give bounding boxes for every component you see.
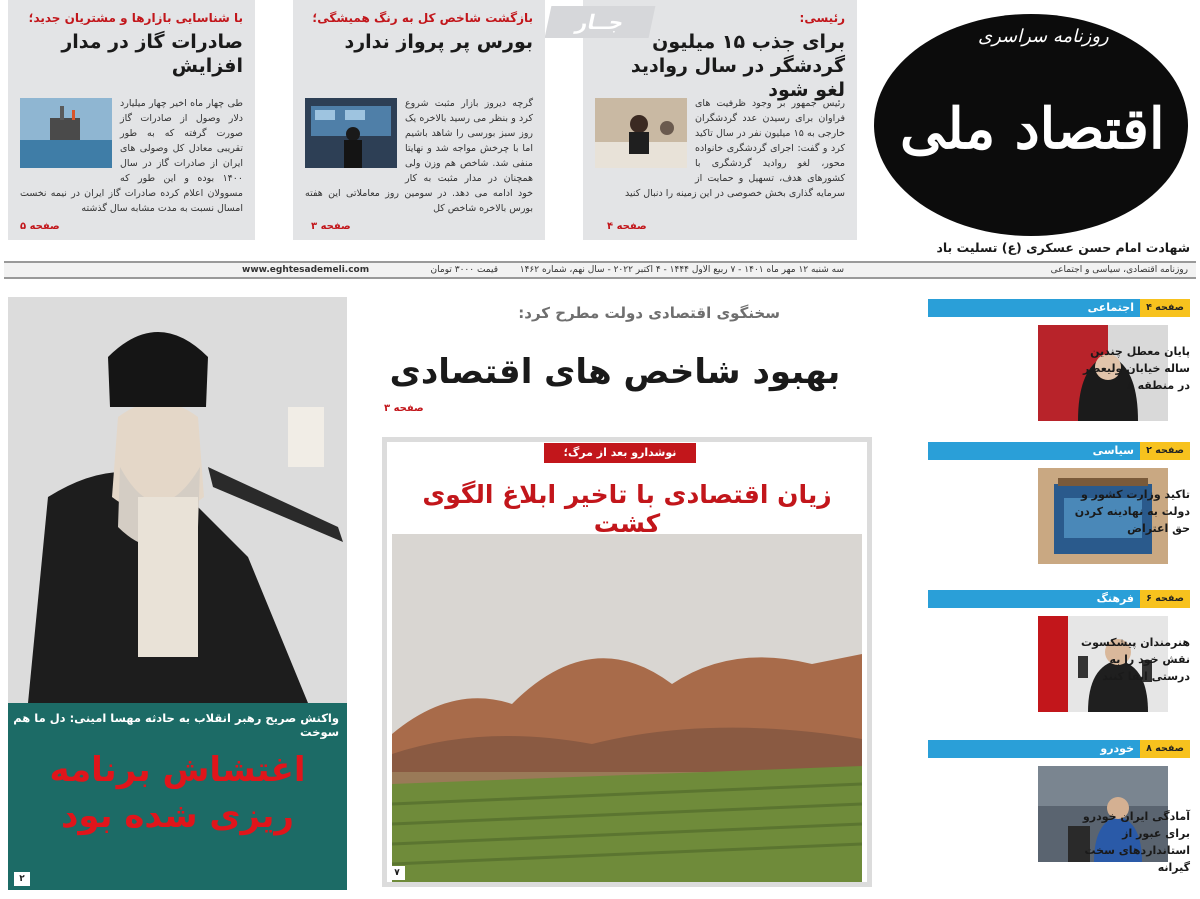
condolence-line: شهادت امام حسن عسکری (ع) تسلیت باد (936, 240, 1190, 255)
section-header (928, 740, 1190, 758)
photo-kicker-label: نوشدارو بعد از مرگ؛ (544, 443, 696, 463)
section-page[interactable]: صفحه ۶ (1140, 590, 1190, 608)
promo-box[interactable] (8, 297, 347, 890)
issue-info-bar (4, 261, 1196, 279)
teaser-body: رئیس جمهور بر وجود ظرفیت های فراوان برای رسیدن عدد گردشگران خارجی به ۱۵ میلیون نفر در سال تاکید کرد و گفت: اجرای گردشگری خانواده محور، لغو روادید گردشگری با کشورهای هدف، تسهیل و حمایت از سرمایه گذاری بخش خصوصی در این زمینه را دنبال کنید (595, 96, 845, 201)
ribbon-label: جــار (545, 6, 656, 38)
teaser-page[interactable]: صفحه ۳ (311, 221, 351, 232)
section-page[interactable]: صفحه ۲ (1140, 442, 1190, 460)
teaser-photo (305, 98, 397, 168)
issue-date: سه شنبه ۱۲ مهر ماه ۱۴۰۱ - ۷ ربیع الاول ۱۴۴۴ - ۴ اکتبر ۲۰۲۲ - سال نهم، شماره ۱۴۶۲ (519, 265, 844, 275)
teaser-page[interactable]: صفحه ۵ (20, 221, 60, 232)
promo-panel (8, 703, 347, 890)
teaser-headline[interactable]: برای جذب ۱۵ میلیون گردشگر در سال روادید لغو شود (630, 31, 845, 101)
logo-subtitle: روزنامه سراسری (978, 26, 1109, 47)
teaser-page[interactable]: صفحه ۴ (607, 221, 647, 232)
teaser-kicker: با شناسایی بازارها و مشتریان جدید؛ (28, 11, 243, 25)
teaser-headline[interactable]: صادرات گاز در مدار افزایش (61, 31, 243, 77)
photo-page-number[interactable]: ۷ (389, 866, 405, 880)
teaser-gas[interactable] (8, 0, 255, 240)
section-headline[interactable]: آمادگی ایران خودرو برای عبور از استانداردهای سخت گیرانه (1082, 810, 1190, 874)
teaser-photo (20, 98, 112, 168)
teaser-bourse[interactable] (293, 0, 545, 240)
issue-section: روزنامه اقتصادی، سیاسی و اجتماعی (1050, 265, 1188, 275)
newspaper-logo[interactable] (870, 6, 1192, 236)
teaser-kicker: بازگشت شاخص کل به رنگ همیشگی؛ (312, 11, 533, 25)
main-page-ref[interactable]: صفحه ۳ (384, 403, 424, 414)
section-social[interactable] (928, 299, 1190, 429)
section-headline[interactable]: پایان معطل چندین ساله خیابان ولیعصر در منطقه ۸ (1083, 345, 1190, 392)
section-page[interactable]: صفحه ۸ (1140, 740, 1190, 758)
section-title: فرهنگ (1096, 592, 1134, 605)
teaser-photo (595, 98, 687, 168)
section-title: سیاسی (1092, 444, 1134, 457)
section-headline[interactable]: تاکید وزارت کشور و دولت به نهادینه کردن حق اعتراض (1074, 488, 1190, 535)
teaser-headline[interactable]: بورس پر پرواز ندارد (344, 31, 533, 53)
photo-headline[interactable]: زیان اقتصادی با تاخیر ابلاغ الگوی کشت (422, 480, 832, 538)
issue-price: قیمت ۳۰۰۰ تومان (430, 265, 498, 275)
section-page[interactable]: صفحه ۴ (1140, 299, 1190, 317)
section-auto[interactable] (928, 740, 1190, 898)
main-kicker: سخنگوی اقتصادی دولت مطرح کرد: (518, 304, 780, 322)
section-title: اجتماعی (1087, 301, 1134, 314)
section-header (928, 442, 1190, 460)
website-link[interactable]: www.eghtesademeli.com (242, 265, 370, 275)
section-headline[interactable]: هنرمندان پیشکسوت نقش خود را به درستی ایفا کنند (1081, 636, 1190, 683)
section-header (928, 299, 1190, 317)
promo-kicker: واکنش صریح رهبر انقلاب به حادثه مهسا امینی: دل ما هم سوخت (13, 711, 339, 739)
section-culture[interactable] (928, 590, 1190, 720)
main-headline[interactable]: بهبود شاخص های اقتصادی (389, 352, 841, 392)
teaser-body: طی چهار ماه اخیر چهار میلیارد دلار وصول از صادرات گاز صورت گرفته که به طور تقریبی معادل کل وصولی های ایران از صادرات گاز در سال ۱۴۰۰ بوده و این طور که مسوولان اعلام کرده صادرات گاز ایران در نیمه نخست امسال نسبت به مدت مشابه سال گذشته (20, 98, 243, 214)
teaser-kicker: رئیسی: (799, 11, 845, 25)
logo-title: اقتصاد ملی (900, 96, 1165, 162)
promo-photo (8, 297, 347, 703)
section-title: خودرو (1100, 742, 1134, 755)
teaser-body: گرچه دیروز بازار مثبت شروع کرد و بنظر می رسید بالاخره یک روز سبز بورسی را شاهد باشیم اما با چرخش مواجه شد و نهایتا منفی شد. شاخص هم وزن ولی همچنان در مدار مثبت به کار خود ادامه می دهد. در سومین روز معاملاتی این هفته بورس بالاخره شاخص کل (305, 98, 533, 214)
promo-page-number[interactable]: ۲ (14, 872, 30, 886)
section-header (928, 590, 1190, 608)
promo-headline[interactable]: اغتشاش برنامه ریزی شده بود (49, 750, 306, 836)
field-photo (392, 534, 862, 882)
section-politics[interactable] (928, 442, 1190, 572)
